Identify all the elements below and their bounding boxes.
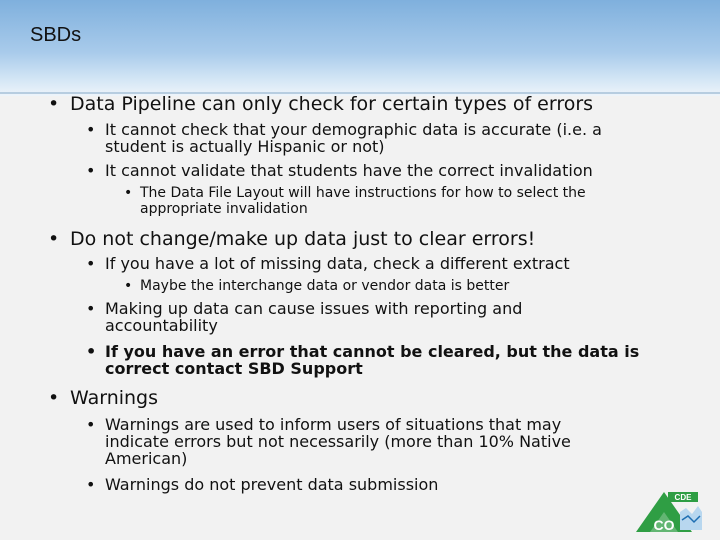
- bullet-dot: •: [86, 254, 96, 273]
- slide-title: SBDs: [30, 24, 82, 46]
- bullet-text: If you have an error that cannot be cleared, but the data is correct contact SBD Support: [105, 342, 640, 378]
- bullet-dot: •: [86, 415, 96, 434]
- bullet-text: It cannot check that your demographic data is accurate (i.e. a student is actually Hispanic or not): [105, 120, 602, 156]
- bullet-demographic: [86, 121, 666, 155]
- bullet-warnings-inform: [86, 416, 626, 467]
- bullet-invalidation: [86, 162, 686, 179]
- bullet-do-not-change: [46, 228, 686, 250]
- bullet-text: Maybe the interchange data or vendor data is better: [140, 278, 510, 294]
- bullet-text: It cannot validate that students have the correct invalidation: [105, 161, 593, 180]
- bullet-text: Do not change/make up data just to clear errors!: [70, 228, 536, 250]
- bullet-missing-data: [86, 255, 686, 272]
- bullet-dot: •: [86, 120, 96, 139]
- bullet-warnings: [46, 387, 686, 409]
- bullet-dot: •: [124, 278, 133, 294]
- bullet-text: Warnings: [70, 387, 159, 409]
- bullet-text: The Data File Layout will have instructions for how to select the appropriate invalidation: [140, 185, 586, 217]
- bullet-text: Data Pipeline can only check for certain types of errors: [70, 93, 594, 115]
- bullet-making-up-data: [86, 300, 586, 334]
- bullet-text: Making up data can cause issues with reporting and accountability: [105, 299, 523, 335]
- bullet-contact-support: [86, 343, 656, 377]
- bullet-dot: •: [86, 161, 96, 180]
- bullet-data-file-layout: [124, 185, 644, 217]
- bullet-dot: •: [86, 299, 96, 318]
- logo-co-text: CO: [653, 517, 675, 533]
- bullet-interchange-data: [124, 278, 644, 294]
- bullet-dot: •: [48, 228, 60, 250]
- logo-cde-text: CDE: [674, 493, 692, 502]
- bullet-text: Warnings do not prevent data submission: [105, 475, 439, 494]
- bullet-dot: •: [48, 93, 60, 115]
- bullet-warnings-submission: [86, 476, 626, 493]
- bullet-dot: •: [86, 342, 97, 361]
- bullet-text: Warnings are used to inform users of situations that may indicate errors but not necessarily (more than 10% Native American): [105, 415, 571, 468]
- bullet-dot: •: [124, 185, 133, 201]
- bullet-text: If you have a lot of missing data, check a different extract: [105, 254, 570, 273]
- bullet-pipeline-checks: [46, 93, 686, 115]
- bullet-dot: •: [48, 387, 60, 409]
- cde-logo-icon: [634, 490, 704, 534]
- bullet-dot: •: [86, 475, 96, 494]
